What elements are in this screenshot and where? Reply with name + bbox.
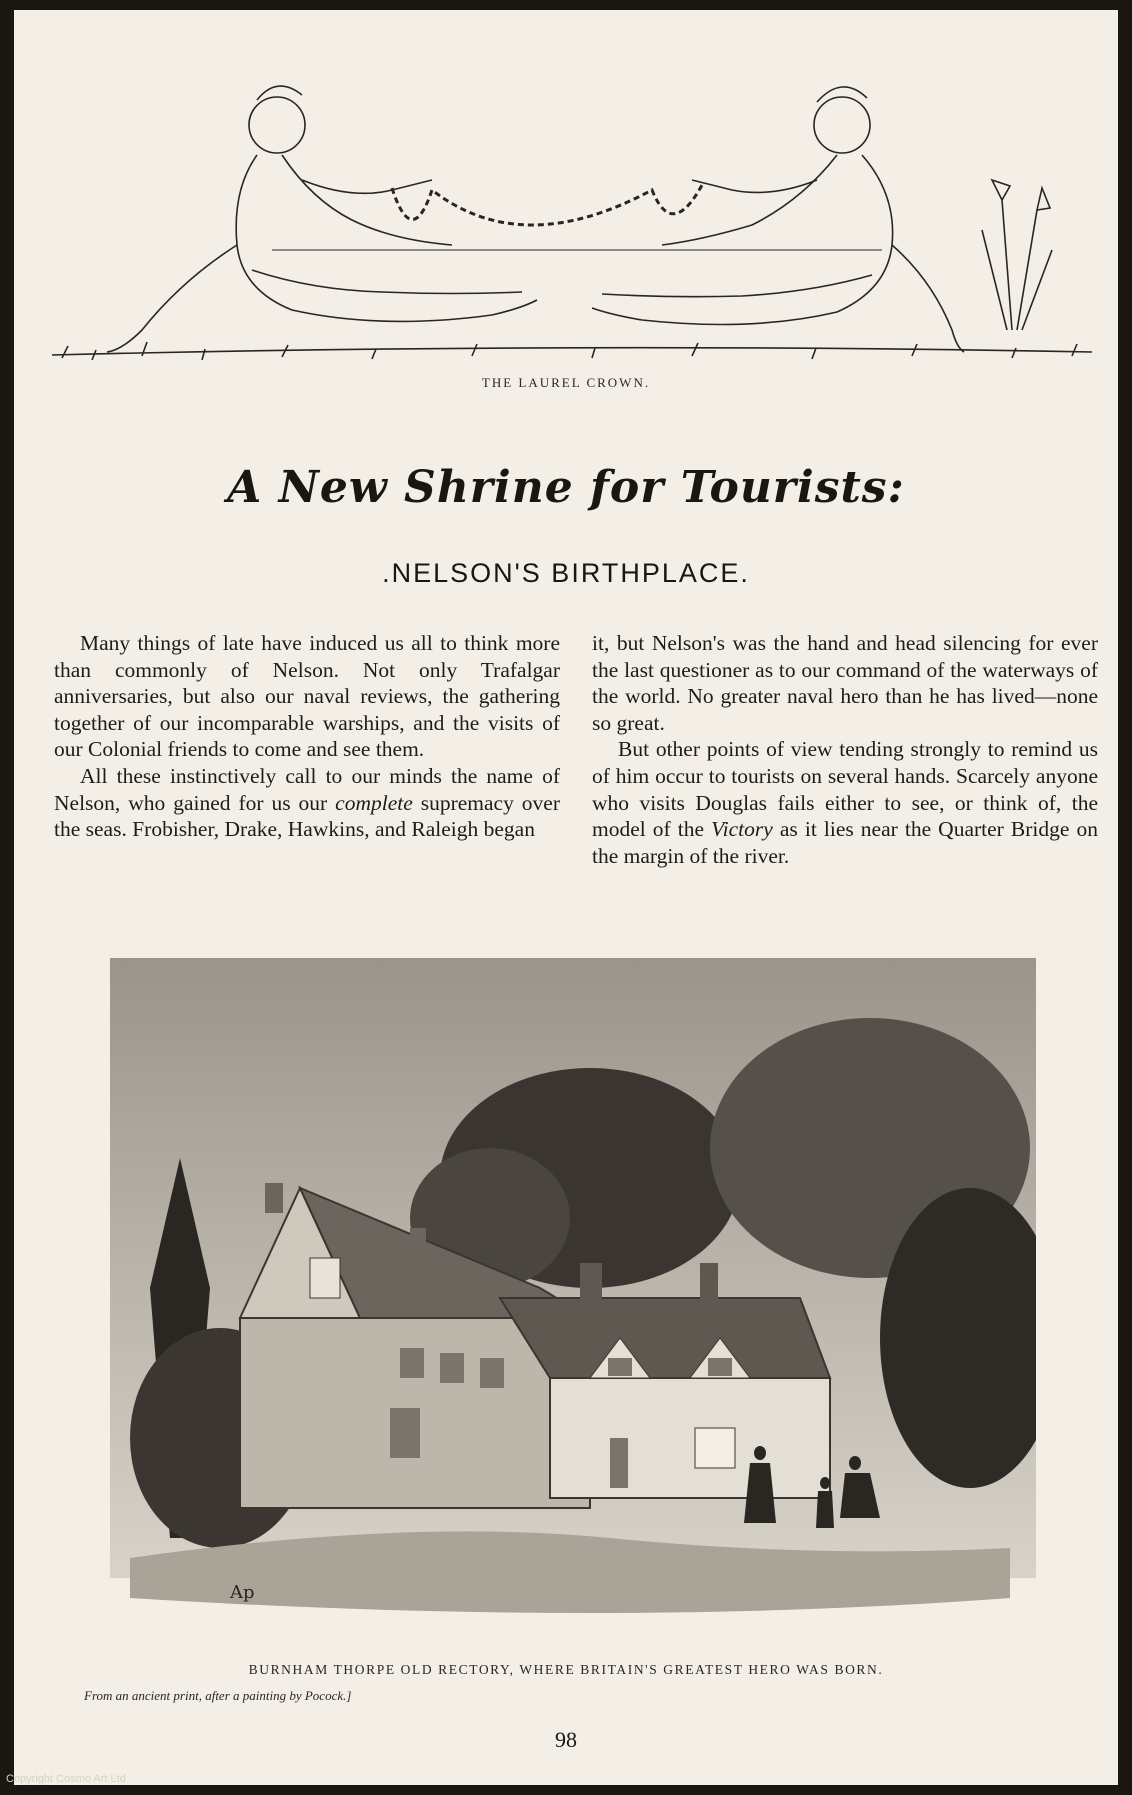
- copyright-notice: Copyright Cosmo Art Ltd: [6, 1773, 126, 1785]
- paragraph-text: All these instinctively call to our minds the name of Nelson, who gained for us our: [54, 763, 560, 815]
- paragraph-text: But other points of view tending strongly to remind us of him occur to tourists on several hands. Scarcely anyone who visits Douglas fails either to see, or think of, the model of the: [592, 737, 1098, 842]
- left-text-column: [54, 630, 560, 843]
- page-number: 98: [555, 1727, 577, 1752]
- bottom-illustration-caption: BURNHAM THORPE OLD RECTORY, WHERE BRITAIN'S GREATEST HERO WAS BORN.: [248, 1662, 884, 1677]
- right-text-column: [592, 630, 1098, 869]
- paragraph-text: supremacy over the seas. Frobisher, Drake, Hawkins, and Raleigh began: [54, 790, 560, 842]
- emphasis-text: complete: [335, 790, 413, 815]
- paragraph-text: as it lies near the Quarter Bridge on the margin of the river.: [592, 817, 1098, 868]
- paragraph: it, but Nelson's was the hand and head silencing for ever the last questioner as to our command of the waterways of the world. No greater naval hero than he has lived—none so great.: [592, 631, 1098, 735]
- emphasis-text: Victory: [711, 817, 773, 842]
- article-title: A New Shrine for Tourists:: [227, 462, 905, 513]
- magazine-page: [14, 10, 1118, 1785]
- paragraph: [592, 736, 1098, 869]
- paragraph: Many things of late have induced us all to think more than commonly of Nelson. Not only Trafalgar anniversaries, but also our naval reviews, the gathering together of our incomparable warships, and the visits of our Colonial friends to come and see them.: [54, 631, 560, 762]
- image-credit: From an ancient print, after a painting by Pocock.]: [84, 1688, 352, 1703]
- laurel-crown-illustration: [52, 30, 1092, 370]
- paragraph: [54, 763, 560, 843]
- article-subtitle: .NELSON'S BIRTHPLACE.: [382, 558, 750, 588]
- svg-text:Ap: Ap: [230, 1582, 255, 1603]
- rectory-illustration: [110, 958, 1036, 1648]
- top-illustration-caption: THE LAUREL CROWN.: [481, 375, 651, 390]
